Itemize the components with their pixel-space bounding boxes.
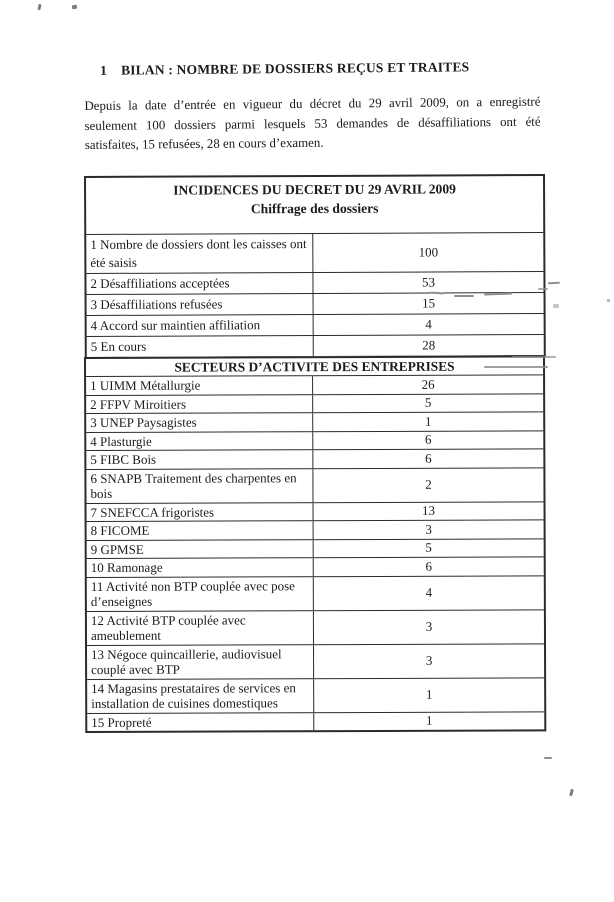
scan-smudge (512, 356, 556, 358)
row-label: 14 Magasins prestataires de services en installation de cuisines domestiques (87, 679, 314, 713)
row-value: 26 (421, 376, 435, 392)
row-value: 1 (425, 686, 433, 702)
table-row (86, 412, 543, 432)
row-value: 6 (425, 450, 432, 466)
row-label: 13 Négoce quincaillerie, audiovisuel couplé avec BTP (87, 645, 314, 679)
incidences-title-line2: Chiffrage des dossiers (250, 200, 379, 217)
row-value: 6 (425, 432, 432, 448)
scan-smudge (484, 366, 548, 368)
row-label: 11 Activité non BTP couplée avec pose d’enseignes (87, 577, 314, 611)
table-row (86, 375, 543, 395)
row-value: 3 (425, 521, 432, 537)
row-value: 5 (425, 540, 432, 556)
scan-smudge (553, 304, 559, 308)
text-block (84, 59, 545, 156)
row-label: 5 En cours (87, 336, 314, 357)
table-row (87, 293, 544, 316)
section-heading (100, 59, 544, 79)
table-row (87, 712, 544, 731)
section-title-text: BILAN : NOMBRE DE DOSSIERS REÇUS ET TRAITES (120, 59, 470, 78)
incidences-title-line1: INCIDENCES DU DECRET DU 29 AVRIL 2009 (173, 181, 456, 198)
row-value: 13 (422, 503, 436, 519)
scan-smudge (548, 282, 560, 285)
row-value: 4 (425, 584, 433, 600)
row-value: 1 (425, 713, 433, 729)
row-label: 12 Activité BTP couplée avec ameublement (87, 611, 314, 645)
row-label: 5 FIBC Bois (86, 450, 313, 468)
paragraph-line: Depuis la date d’entrée en vigueur du décret du 29 avril 2009, on a enregistré (84, 94, 541, 113)
row-label: 8 FICOME (87, 521, 314, 539)
table-row (87, 557, 544, 577)
row-label: 3 UNEP Paysagistes (86, 413, 313, 431)
row-value: 1 (424, 413, 432, 429)
table-row (87, 314, 544, 337)
incidences-table-title (86, 176, 543, 235)
scan-smudge (454, 295, 474, 297)
row-value: 3 (425, 618, 433, 634)
table-row (86, 449, 543, 469)
row-label: 4 Accord sur maintien affiliation (87, 315, 314, 336)
incidences-table (84, 174, 546, 359)
row-label: 9 GPMSE (87, 540, 314, 558)
table-row (87, 335, 544, 357)
row-label: 7 SNEFCCA frigoristes (87, 503, 314, 521)
secteurs-table-title: SECTEURS D’ACTIVITE DES ENTREPRISES (86, 357, 543, 377)
table-row (87, 644, 544, 680)
row-label: 6 SNAPB Traitement des charpentes en bois (86, 469, 313, 503)
table-row (87, 502, 544, 522)
scan-speck (37, 4, 41, 11)
table-row (87, 678, 544, 714)
row-label: 4 Plasturgie (86, 432, 313, 450)
row-value: 2 (425, 476, 432, 492)
secteurs-table (84, 355, 546, 733)
table-row (86, 468, 543, 504)
row-value: 28 (422, 337, 436, 353)
paragraph-line: satisfaites, 15 refusées, 28 en cours d’examen. (84, 135, 324, 152)
row-label: 1 Nombre de dossiers dont les caisses ont été saisis (86, 234, 313, 273)
row-value: 15 (422, 295, 436, 311)
table-row (86, 394, 543, 414)
table-row (87, 610, 544, 646)
table-row (86, 272, 543, 295)
row-value: 4 (425, 316, 432, 332)
row-value: 3 (425, 652, 433, 668)
row-label: 3 Désaffiliations refusées (87, 294, 314, 315)
table-row (87, 520, 544, 540)
paragraph-line: seulement 100 dossiers parmi lesquels 53 demandes de désaffiliations ont été (84, 114, 541, 133)
table-row (86, 431, 543, 451)
scan-speck (72, 5, 78, 10)
section-number: 1 (99, 62, 108, 78)
table-row (87, 539, 544, 559)
row-value: 100 (418, 244, 439, 260)
scan-smudge (538, 288, 548, 290)
table-row (86, 233, 543, 274)
scan-speck (607, 299, 610, 302)
row-label: 2 Désaffiliations acceptées (86, 273, 313, 294)
row-value: 53 (421, 274, 435, 290)
row-label: 15 Propreté (87, 713, 314, 731)
row-value: 5 (424, 395, 432, 411)
intro-paragraph (84, 93, 545, 156)
row-label: 2 FFPV Miroitiers (86, 395, 313, 413)
row-value: 6 (425, 558, 433, 574)
scan-speck (569, 789, 574, 797)
row-label: 10 Ramonage (87, 558, 314, 576)
scan-smudge (544, 757, 552, 759)
table-row (87, 576, 544, 612)
row-label: 1 UIMM Métallurgie (86, 376, 313, 394)
